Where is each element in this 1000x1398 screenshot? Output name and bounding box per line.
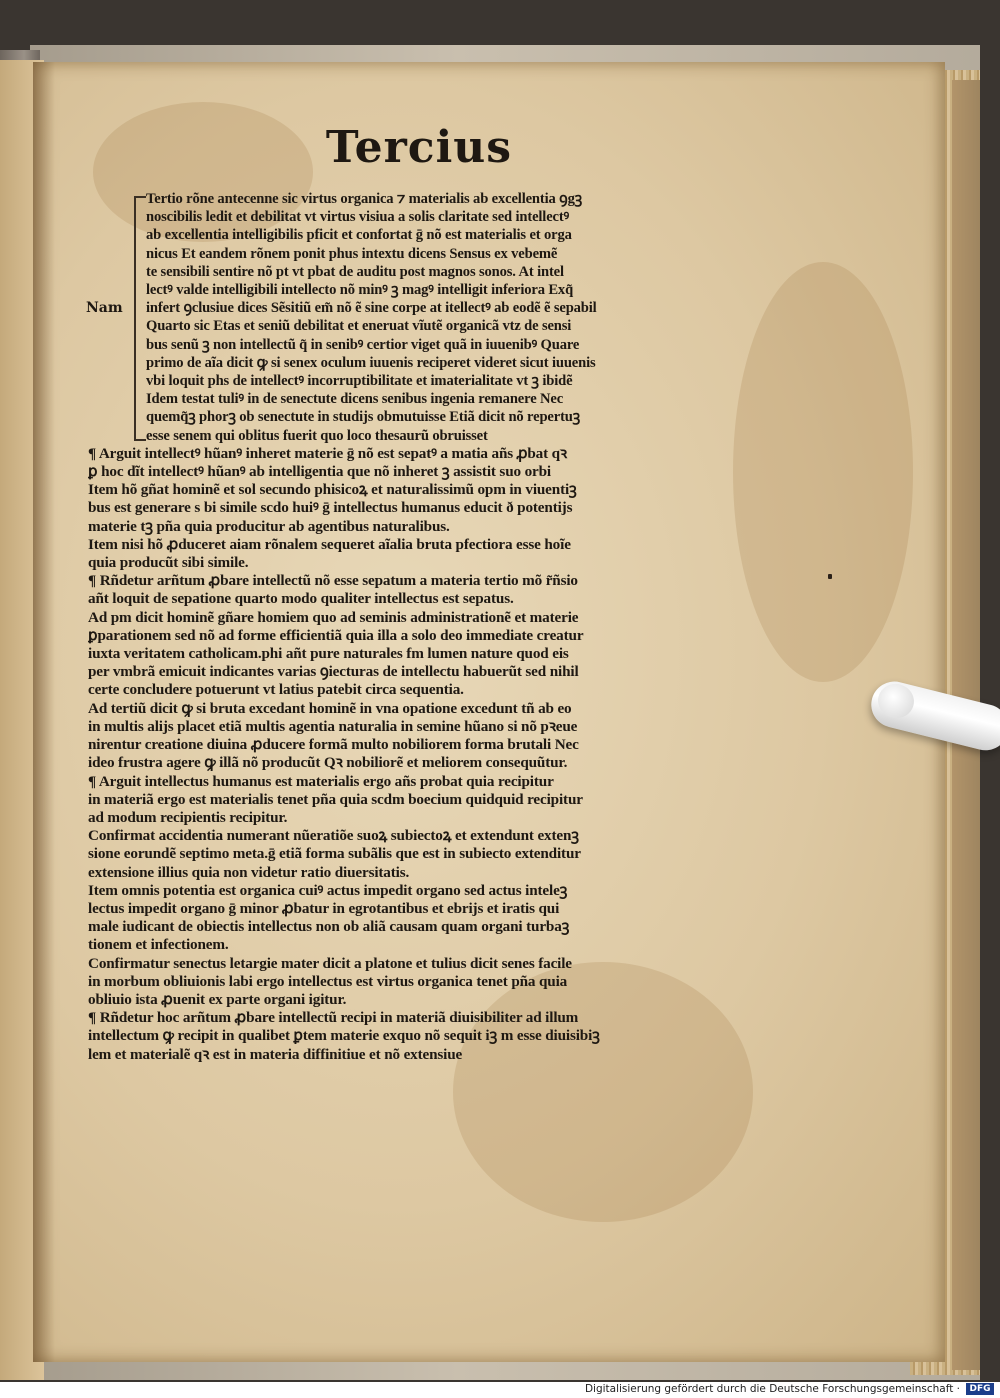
text-line: Idem testat tuliꝰ in de senectute dicens senibus ingenia remanere Nec xyxy=(146,391,564,408)
text-line: te sensibili sentire nõ pt vt pbat de auditu post magnos sonos. At intel xyxy=(146,263,564,280)
text-line: lem et materialẽ qꝛ est in materia diffinitiue et nõ extensiue xyxy=(88,1045,463,1063)
text-line: noscibilis ledit et debilitat vt virtus visiua a solis claritate sed intellectꝰ xyxy=(146,209,569,226)
text-line: ad modum recipientis recipitur. xyxy=(88,808,288,826)
text-line: Tertio rõne antecenne sic virtus organica ⁊ materialis ab excellentia ꝯgꝫ xyxy=(146,191,583,207)
text-line: in morbum obliuionis labi ergo intellectus est virtus organica tenet pña quia xyxy=(88,972,568,990)
page-gutter-shadow xyxy=(33,62,55,1362)
text-line: ¶ Arguit intellectus humanus est materialis ergo añs probat quia recipitur xyxy=(88,772,554,790)
text-line: Quarto sic Etas et seniũ debilitat et eneruat vĩutẽ organicã vtz de sensi xyxy=(146,318,572,335)
text-line: quemq̃ꝫ phorꝫ ob senectute in studijs obmutuisse Etiã dicit nõ repertuꝫ xyxy=(146,409,581,426)
footer-credit: Digitalisierung gefördert durch die Deutsche Forschungsgemeinschaft · xyxy=(584,1383,960,1395)
text-line: Item omnis potentia est organica cuiꝰ actus impedit organo sed actus inteleꝫ xyxy=(88,881,568,899)
foxing-stain xyxy=(733,262,913,682)
text-line: bus senũ ꝫ non intellectũ q̃ in senibꝰ certior viget quã in iuuenibꝰ Quare xyxy=(146,336,580,353)
text-line: lectꝰ valde intelligibili intellecto nõ minꝰ ꝫ magꝰ intelligit inferiora Exq̃ xyxy=(146,282,574,299)
ink-speck xyxy=(828,574,832,579)
text-line: primo de aĩa dicit ꝙ si senex oculum iuuenis reciperet videret sicut iuuenis xyxy=(146,354,596,371)
running-head: Tercius xyxy=(325,122,513,173)
text-line: ideo frustra agere ꝙ illã nõ producũt Qꝛ nobiliorẽ et meliorem consequũtur. xyxy=(88,754,568,772)
text-block xyxy=(88,118,724,1064)
text-line: Confirmatur senectus letargie mater dicit a platone et tulius dicit senes facile xyxy=(88,954,572,972)
text-line: ¶ Rñdetur arñtum ꝓbare intellectũ nõ esse sepatum a materia tertio mõ r̃ñsio xyxy=(88,572,578,590)
text-line: nicus Et eandem rõnem ponit phus intextu dicens Sensus ex vebemẽ xyxy=(146,245,558,262)
text-line: certe concludere potuerunt vt latius patebit circa sequentia. xyxy=(88,681,464,699)
text-line: esse senem qui oblitus fuerit quo loco thesaurũ obruisset xyxy=(146,427,488,444)
text-line: nirentur creatione diuina ꝓducere formã multo nobiliorem forma brutali Nec xyxy=(88,736,579,754)
text-line: obliuio ista ꝓuenit ex parte organi igitur. xyxy=(88,990,347,1008)
indented-passage xyxy=(86,190,724,445)
text-line: añt loquit de sepatione quarto modo qualiter intellectus est sepatus. xyxy=(88,590,514,608)
text-line: quia producũt sibi simile. xyxy=(88,554,249,572)
text-line: ꝑparationem sed nõ ad forme efficientiã quia illa a solo deo immediate creatur xyxy=(88,626,584,644)
text-line: in multis alijs placet etiã multis agentia naturalia in semine hũano si nõ pꝛeue xyxy=(88,717,578,735)
text-line: tionem et infectionem. xyxy=(88,936,229,954)
text-line: iuxta veritatem catholicam.phi añt pure naturales fm lumen nature quod eis xyxy=(88,645,569,663)
text-line: infert ꝯclusiue dices Sẽsitiũ em̃ nõ ẽ sine corpe at itellectꝰ ab eodẽ ẽ sepabil xyxy=(146,300,597,317)
text-line: materie tꝫ pña quia producitur ab agentibus naturalibus. xyxy=(88,517,450,535)
text-line: ¶ Rñdetur hoc arñtum ꝓbare intellectũ recipi in materiã diuisibiliter ad illum xyxy=(88,1009,579,1027)
text-line: per vmbrã emicuit indicantes varias ꝯiecturas de intellectu habuerũt sed nihil xyxy=(88,663,579,681)
text-line: ab excellentia intelligibilis pficit et confortat ḡ nõ est materialis et orga xyxy=(146,227,572,244)
text-line: ¶ Arguit intellectꝰ hũanꝰ inheret materie ḡ nõ est sepatꝰ a matia añs ꝓbat qꝛ xyxy=(88,444,567,462)
text-line: in materiã ergo est materialis tenet pña quia scdm boecium quidquid recipitur xyxy=(88,790,583,808)
text-line: intellectum ꝙ recipit in qualibet ꝑtem materie exquo nõ sequit iꝫ m esse diuisibiꝫ xyxy=(88,1027,600,1045)
dfg-logo: DFG xyxy=(966,1383,994,1395)
text-line: ꝑ hoc dĩt intellectꝰ hũanꝰ ab intelligentia que nõ inheret ꝫ assistit suo orbi xyxy=(88,463,551,481)
text-line: Ad tertiũ dicit ꝙ si bruta excedant hominẽ in vna opatione excedunt tñ ab eo xyxy=(88,699,572,717)
text-line: male iudicant de obiectis intellectus non ob aliã causam quam organi turbaꝫ xyxy=(88,918,570,936)
text-line: bus est generare s bi simile scdo huiꝰ ḡ intellectus humanus educit ð potentijs xyxy=(88,499,573,517)
text-line: vbi loquit phs de intellectꝰ incorruptibilitate et imaterialitate vt ꝫ ibidẽ xyxy=(146,373,573,390)
text-line: Item hõ gñat hominẽ et sol secundo phisicoꝝ et naturalissimũ opm in viuentiꝫ xyxy=(88,481,577,499)
text-line: Confirmat accidentia numerant nũeratiõe suoꝝ subiectoꝝ et extendunt extenꝫ xyxy=(88,827,579,845)
bracket-mark xyxy=(134,196,146,441)
main-passage xyxy=(88,445,724,1064)
text-line: Item nisi hõ ꝓduceret aiam rõnalem sequeret aĩalia bruta pfectiora esse hoĩe xyxy=(88,535,571,553)
text-line: Ad pm dicit hominẽ gñare homiem quo ad seminis administrationẽ et materie xyxy=(88,608,579,626)
text-line: lectus impedit organo ḡ minor ꝓbatur in egrotantibus et ebrijs et iratis qui xyxy=(88,899,560,917)
text-line: sione eorundẽ septimo meta.ḡ etiã forma subãlis que est in subiecto extenditur xyxy=(88,845,581,863)
text-line: extensione illius quia non videtur ratio diuersitatis. xyxy=(88,863,410,881)
marginal-note: Nam xyxy=(86,300,123,316)
